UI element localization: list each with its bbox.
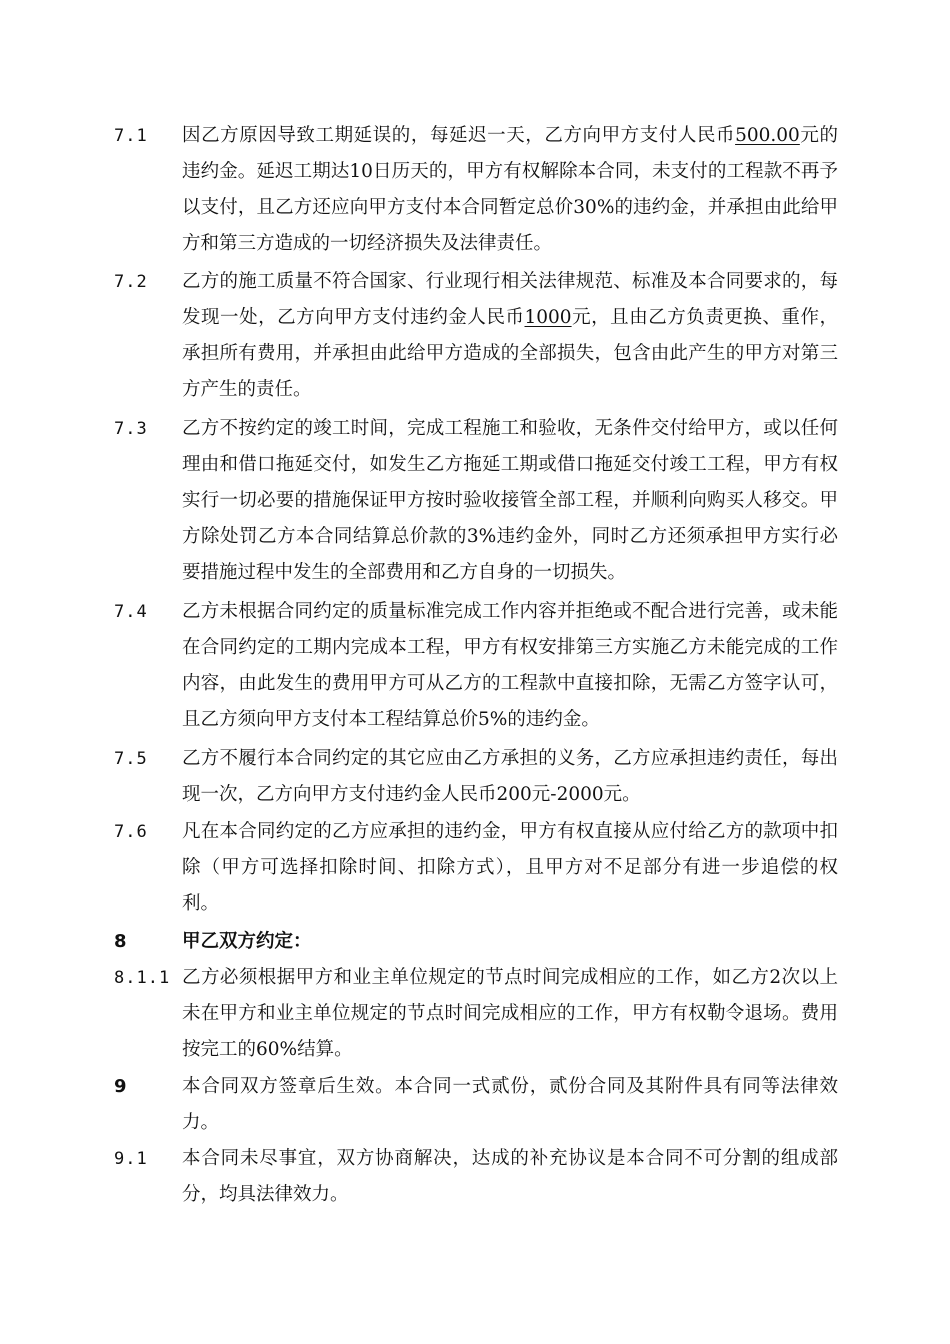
section-number: 9 <box>114 1076 128 1097</box>
clause-text: 乙方不按约定的竣工时间，完成工程施工和验收，无条件交付给甲方，或以任何理由和借口拖延交付，如发生乙方拖延工期或借口拖延交付竣工工程，甲方有权实行一切必要的措施保证甲方按时验收接管全部工程，并顺利向购买人移交。甲方除处罚乙方本合同结算总价款的3%违约金外，同时乙方还须承担甲方实行必要措施过程中发生的全部费用和乙方自身的一切损失。 <box>182 418 838 583</box>
clause-number: 7.3 <box>114 419 148 439</box>
clause-text: 乙方必须根据甲方和业主单位规定的节点时间完成相应的工作，如乙方2次以上未在甲方和业主单位规定的节点时间完成相应的工作，甲方有权勒令退场。费用按完工的60%结算。 <box>182 967 838 1060</box>
clause-text-pre: 乙方的施工质量不符合国家、行业现行相关法律规范、标准及本合同要求的，每发现一处，乙方向甲方支付违约金人民币 <box>182 271 838 328</box>
clause-number: 9.1 <box>114 1149 148 1169</box>
clause-number: 7.6 <box>114 822 148 842</box>
clause-number: 7.4 <box>114 602 148 622</box>
clause-text <box>182 264 838 408</box>
clause-text: 乙方不履行本合同约定的其它应由乙方承担的义务，乙方应承担违约责任，每出现一次，乙方向甲方支付违约金人民币200元-2000元。 <box>182 748 838 805</box>
clause-text: 本合同未尽事宜，双方协商解决，达成的补充协议是本合同不可分割的组成部分，均具法律效力。 <box>182 1148 838 1205</box>
clause-number: 7.1 <box>114 126 148 146</box>
clause-number: 8.1.1 <box>114 968 171 988</box>
clause-text: 本合同双方签章后生效。本合同一式贰份，贰份合同及其附件具有同等法律效力。 <box>182 1076 838 1133</box>
clause-number: 7.2 <box>114 272 148 292</box>
clause-text-post: 元，且由乙方负责更换、重作，承担所有费用，并承担由此给甲方造成的全部损失，包含由此产生的甲方对第三方产生的责任。 <box>182 307 838 400</box>
clause-text-pre: 因乙方原因导致工期延误的，每延迟一天，乙方向甲方支付人民币 <box>182 125 736 146</box>
penalty-amount: 1000 <box>524 307 572 328</box>
clause-text: 乙方未根据合同约定的质量标准完成工作内容并拒绝或不配合进行完善，或未能在合同约定的工期内完成本工程，甲方有权安排第三方实施乙方未能完成的工作内容，由此发生的费用甲方可从乙方的工程款中直接扣除，无需乙方签字认可，且乙方须向甲方支付本工程结算总价5%的违约金。 <box>182 601 838 730</box>
penalty-amount: 500.00 <box>735 125 800 146</box>
clause-text-post: 元的违约金。延迟工期达10日历天的，甲方有权解除本合同，未支付的工程款不再予以支付，且乙方还应向甲方支付本合同暂定总价30%的违约金，并承担由此给甲方和第三方造成的一切经济损失及法律责任。 <box>182 125 838 254</box>
clause-text <box>182 118 838 262</box>
section-title: 甲乙双方约定： <box>182 931 312 952</box>
clause-number: 7.5 <box>114 749 148 769</box>
section-number: 8 <box>114 931 128 952</box>
clause-text: 凡在本合同约定的乙方应承担的违约金，甲方有权直接从应付给乙方的款项中扣除（甲方可选择扣除时间、扣除方式），且甲方对不足部分有进一步追偿的权利。 <box>182 821 838 914</box>
